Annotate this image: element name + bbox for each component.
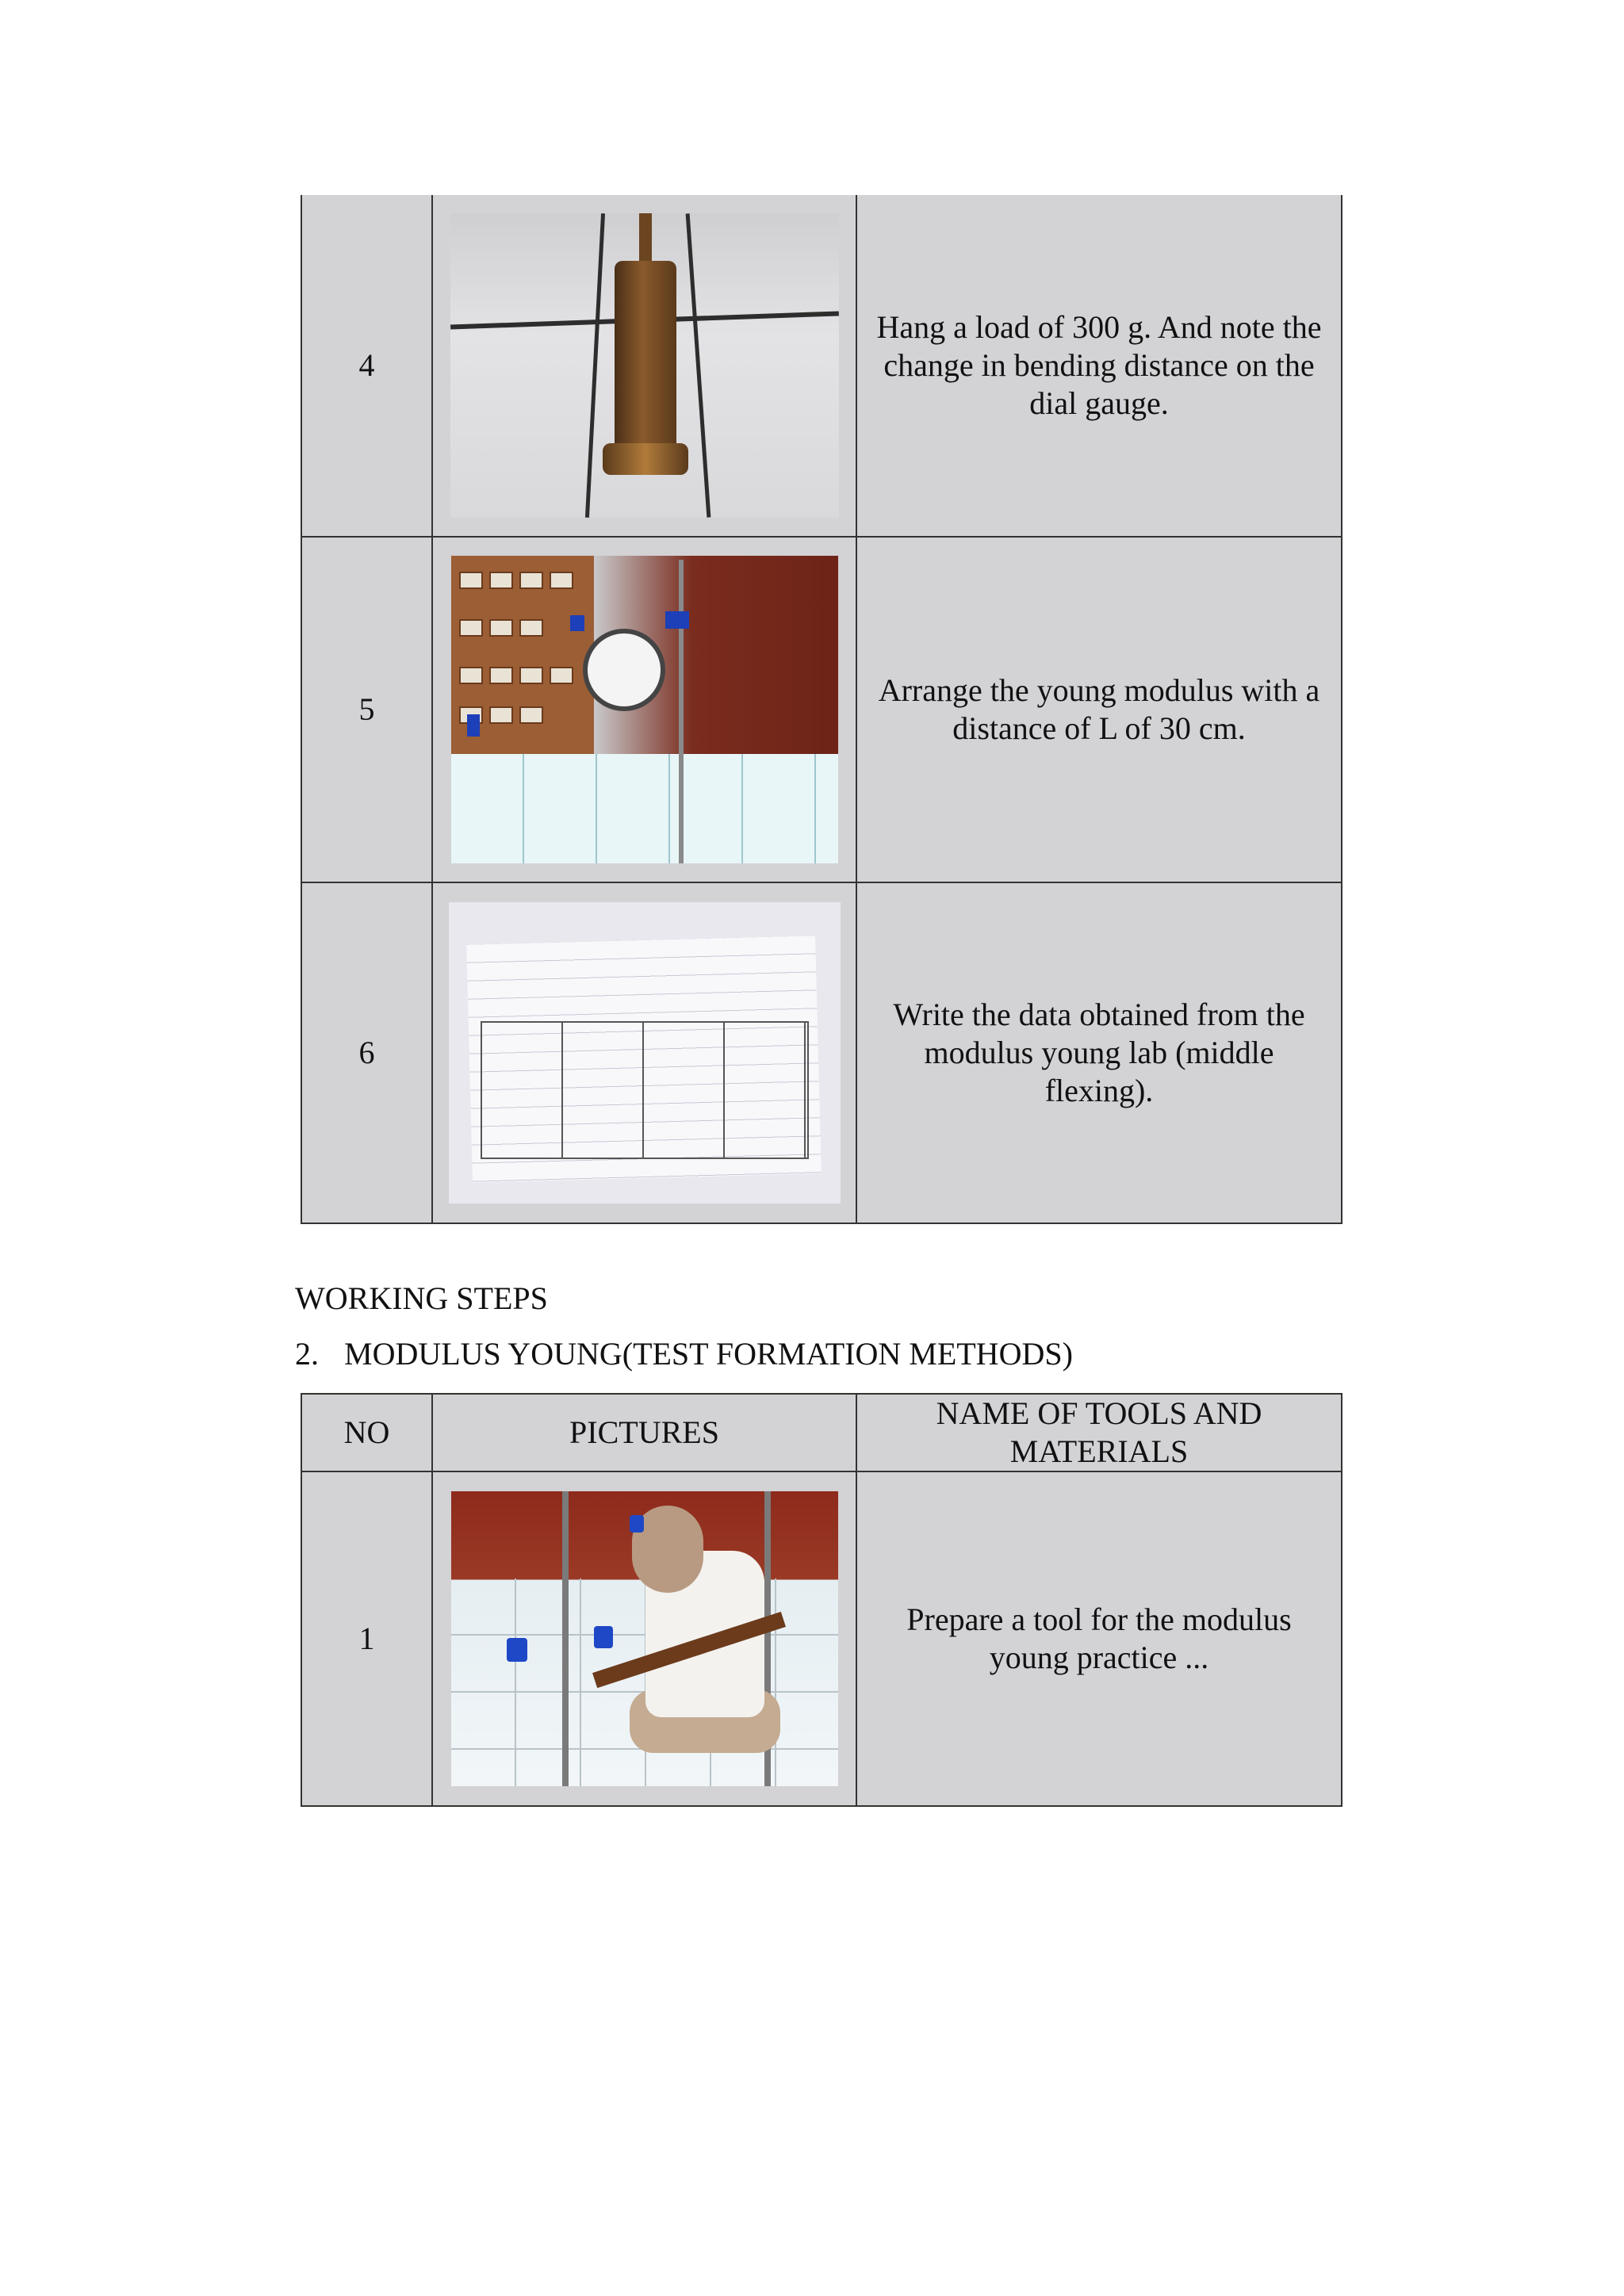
step-number: 4	[301, 195, 432, 537]
picture-cell	[432, 1471, 856, 1806]
step-number: 6	[301, 882, 432, 1223]
step-description: Prepare a tool for the modulus young practice ...	[856, 1471, 1342, 1806]
picture-cell	[432, 195, 856, 537]
step-description: Hang a load of 300 g. And note the change in bending distance on the dial gauge.	[856, 195, 1342, 537]
header-name: NAME OF TOOLS AND MATERIALS	[856, 1394, 1342, 1471]
step-number: 5	[301, 537, 432, 882]
header-pictures: PICTURES	[432, 1394, 856, 1471]
step-number: 1	[301, 1471, 432, 1806]
table-header-row	[301, 1394, 1342, 1471]
step-description: Arrange the young modulus with a distance of L of 30 cm.	[856, 537, 1342, 882]
data-sheet-photo	[449, 902, 841, 1203]
tools-table	[301, 1393, 1342, 1807]
header-no: NO	[301, 1394, 432, 1471]
section-number: 2.	[295, 1336, 319, 1372]
table-row	[301, 1471, 1342, 1806]
table-row	[301, 882, 1342, 1223]
load-weight-photo	[450, 213, 839, 518]
step-description: Write the data obtained from the modulus young lab (middle flexing).	[856, 882, 1342, 1223]
lab-setup-photo	[451, 1491, 838, 1786]
picture-cell	[432, 537, 856, 882]
section-title-text: MODULUS YOUNG(TEST FORMATION METHODS)	[344, 1336, 1073, 1372]
dial-gauge-photo	[451, 556, 838, 863]
table-row	[301, 537, 1342, 882]
section-title	[295, 1335, 1073, 1372]
picture-cell	[432, 882, 856, 1223]
table-row	[301, 195, 1342, 537]
steps-table-continued	[301, 195, 1342, 1224]
working-steps-heading: WORKING STEPS	[295, 1280, 548, 1316]
